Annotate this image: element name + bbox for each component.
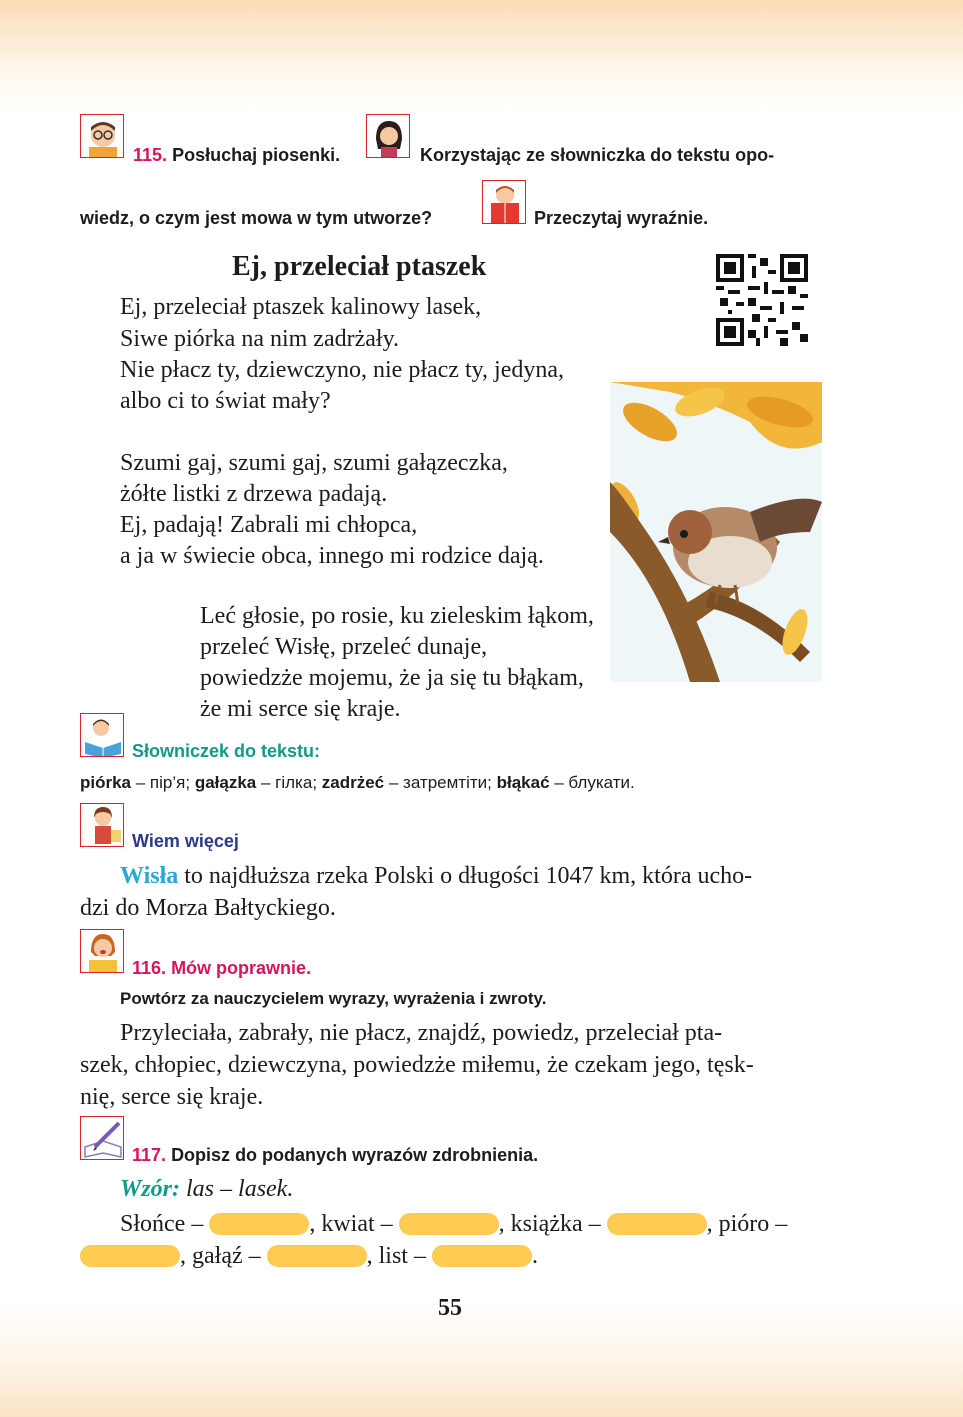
poem-line: powiedzże mojemu, że ja się tu błąkam, <box>200 665 584 691</box>
example-text: las – lasek. <box>180 1176 294 1202</box>
glossary-translation: – пір’я; <box>131 773 195 792</box>
glossary-heading: Słowniczek do tekstu: <box>132 741 321 761</box>
task-116-number: 116. <box>132 958 167 978</box>
task-115-instruction-b: wiedz, o czym jest mowa w tym utworze? <box>80 208 433 228</box>
speaking-girl-icon <box>80 929 124 973</box>
task-116-line: szek, chłopiec, dziewczyna, powiedzże miłemu, że czekam jego, tęsk- <box>80 1052 754 1078</box>
task-116-text <box>80 1017 825 1113</box>
poem-line: przeleć Wisłę, przeleć dunaje, <box>200 634 488 660</box>
exercise-word: , książka – <box>498 1211 601 1237</box>
glossary-word: zadrżeć <box>321 773 385 792</box>
exercise-word: , list – <box>366 1243 426 1269</box>
poem-line: Nie płacz ty, dziewczyno, nie płacz ty, jedyna, <box>120 357 565 383</box>
listen-boy-icon <box>80 114 124 158</box>
glossary-translation: – гілка; <box>256 773 322 792</box>
poem-line: że mi serce się kraje. <box>200 696 401 722</box>
glossary-translation: – затремтіти; <box>384 773 497 792</box>
exercise-word: , gałąź – <box>180 1243 261 1269</box>
task-116-heading: Mów poprawnie. <box>171 958 312 978</box>
poem-line: a ja w świecie obca, innego mi rodzice dają. <box>120 543 544 569</box>
exercise-word: , pióro – <box>706 1211 788 1237</box>
qr-code-icon <box>716 254 808 346</box>
answer-blank[interactable] <box>399 1213 499 1235</box>
poem-line: Szumi gaj, szumi gaj, szumi gałązeczka, <box>120 450 508 476</box>
exercise-word: , kwiat – <box>309 1211 393 1237</box>
glossary-entries <box>80 773 635 793</box>
exercise-word: . <box>531 1243 538 1269</box>
task-116-instruction: Powtórz za nauczycielem wyrazy, wyrażenia i zwroty. <box>120 989 547 1008</box>
task-115-listen: Posłuchaj piosenki. <box>172 145 341 165</box>
answer-blank[interactable] <box>267 1245 367 1267</box>
wisla-highlight: Wisła <box>120 863 179 889</box>
task-115-read: Przeczytaj wyraźnie. <box>534 208 709 228</box>
exercise-word: Słońce – <box>120 1211 204 1237</box>
glossary-translation: – блукати. <box>549 773 635 792</box>
task-116-heading-line <box>132 958 311 979</box>
task-117-heading: Dopisz do podanych wyrazów zdrobnienia. <box>171 1145 539 1165</box>
reading-boy-icon <box>482 180 526 224</box>
task-116-line: Przyleciała, zabrały, nie płacz, znajdź, powiedz, przeleciał pta- <box>120 1020 723 1046</box>
glossary-word: błąkać <box>496 773 550 792</box>
answer-blank[interactable] <box>209 1213 309 1235</box>
writing-pen-icon <box>80 1116 124 1160</box>
example-label: Wzór: <box>120 1176 181 1202</box>
exercise-line-1 <box>120 1211 787 1238</box>
glossary-word: piórka <box>80 773 132 792</box>
glossary-word: gałązka <box>194 773 257 792</box>
poem-line: albo ci to świat mały? <box>120 388 331 414</box>
task-117-heading-line <box>132 1145 538 1166</box>
example-line <box>120 1176 293 1203</box>
more-text-line1: to najdłuższa rzeka Polski o długości 1047 km, która ucho- <box>178 863 753 889</box>
page-number: 55 <box>438 1295 462 1321</box>
task-117-number: 117. <box>132 1145 167 1165</box>
teacher-icon <box>80 803 124 847</box>
more-text-line2: dzi do Morza Bałtyckiego. <box>80 895 336 921</box>
dictionary-icon <box>80 713 124 757</box>
more-heading: Wiem więcej <box>132 831 239 851</box>
answer-blank[interactable] <box>607 1213 707 1235</box>
poem-line: Leć głosie, po rosie, ku zieleskim łąkom, <box>200 603 594 629</box>
bird-on-branch-illustration <box>610 382 822 682</box>
task-116-line: nię, serce się kraje. <box>80 1084 264 1110</box>
poem-line: żółte listki z drzewa padają. <box>120 481 388 507</box>
task-115-number: 115. <box>133 145 168 165</box>
answer-blank[interactable] <box>432 1245 532 1267</box>
poem-line: Siwe piórka na nim zadrżały. <box>120 326 400 352</box>
more-text <box>80 860 825 924</box>
poem-line: Ej, przeleciał ptaszek kalinowy lasek, <box>120 294 482 320</box>
task-115-line1 <box>133 145 340 166</box>
task-115-instruction-a: Korzystając ze słowniczka do tekstu opo- <box>420 145 775 165</box>
poem-title: Ej, przeleciał ptaszek <box>232 251 487 282</box>
poem-line: Ej, padają! Zabrali mi chłopca, <box>120 512 418 538</box>
exercise-line-2 <box>80 1243 538 1270</box>
answer-blank[interactable] <box>80 1245 180 1267</box>
girl-icon <box>366 114 410 158</box>
